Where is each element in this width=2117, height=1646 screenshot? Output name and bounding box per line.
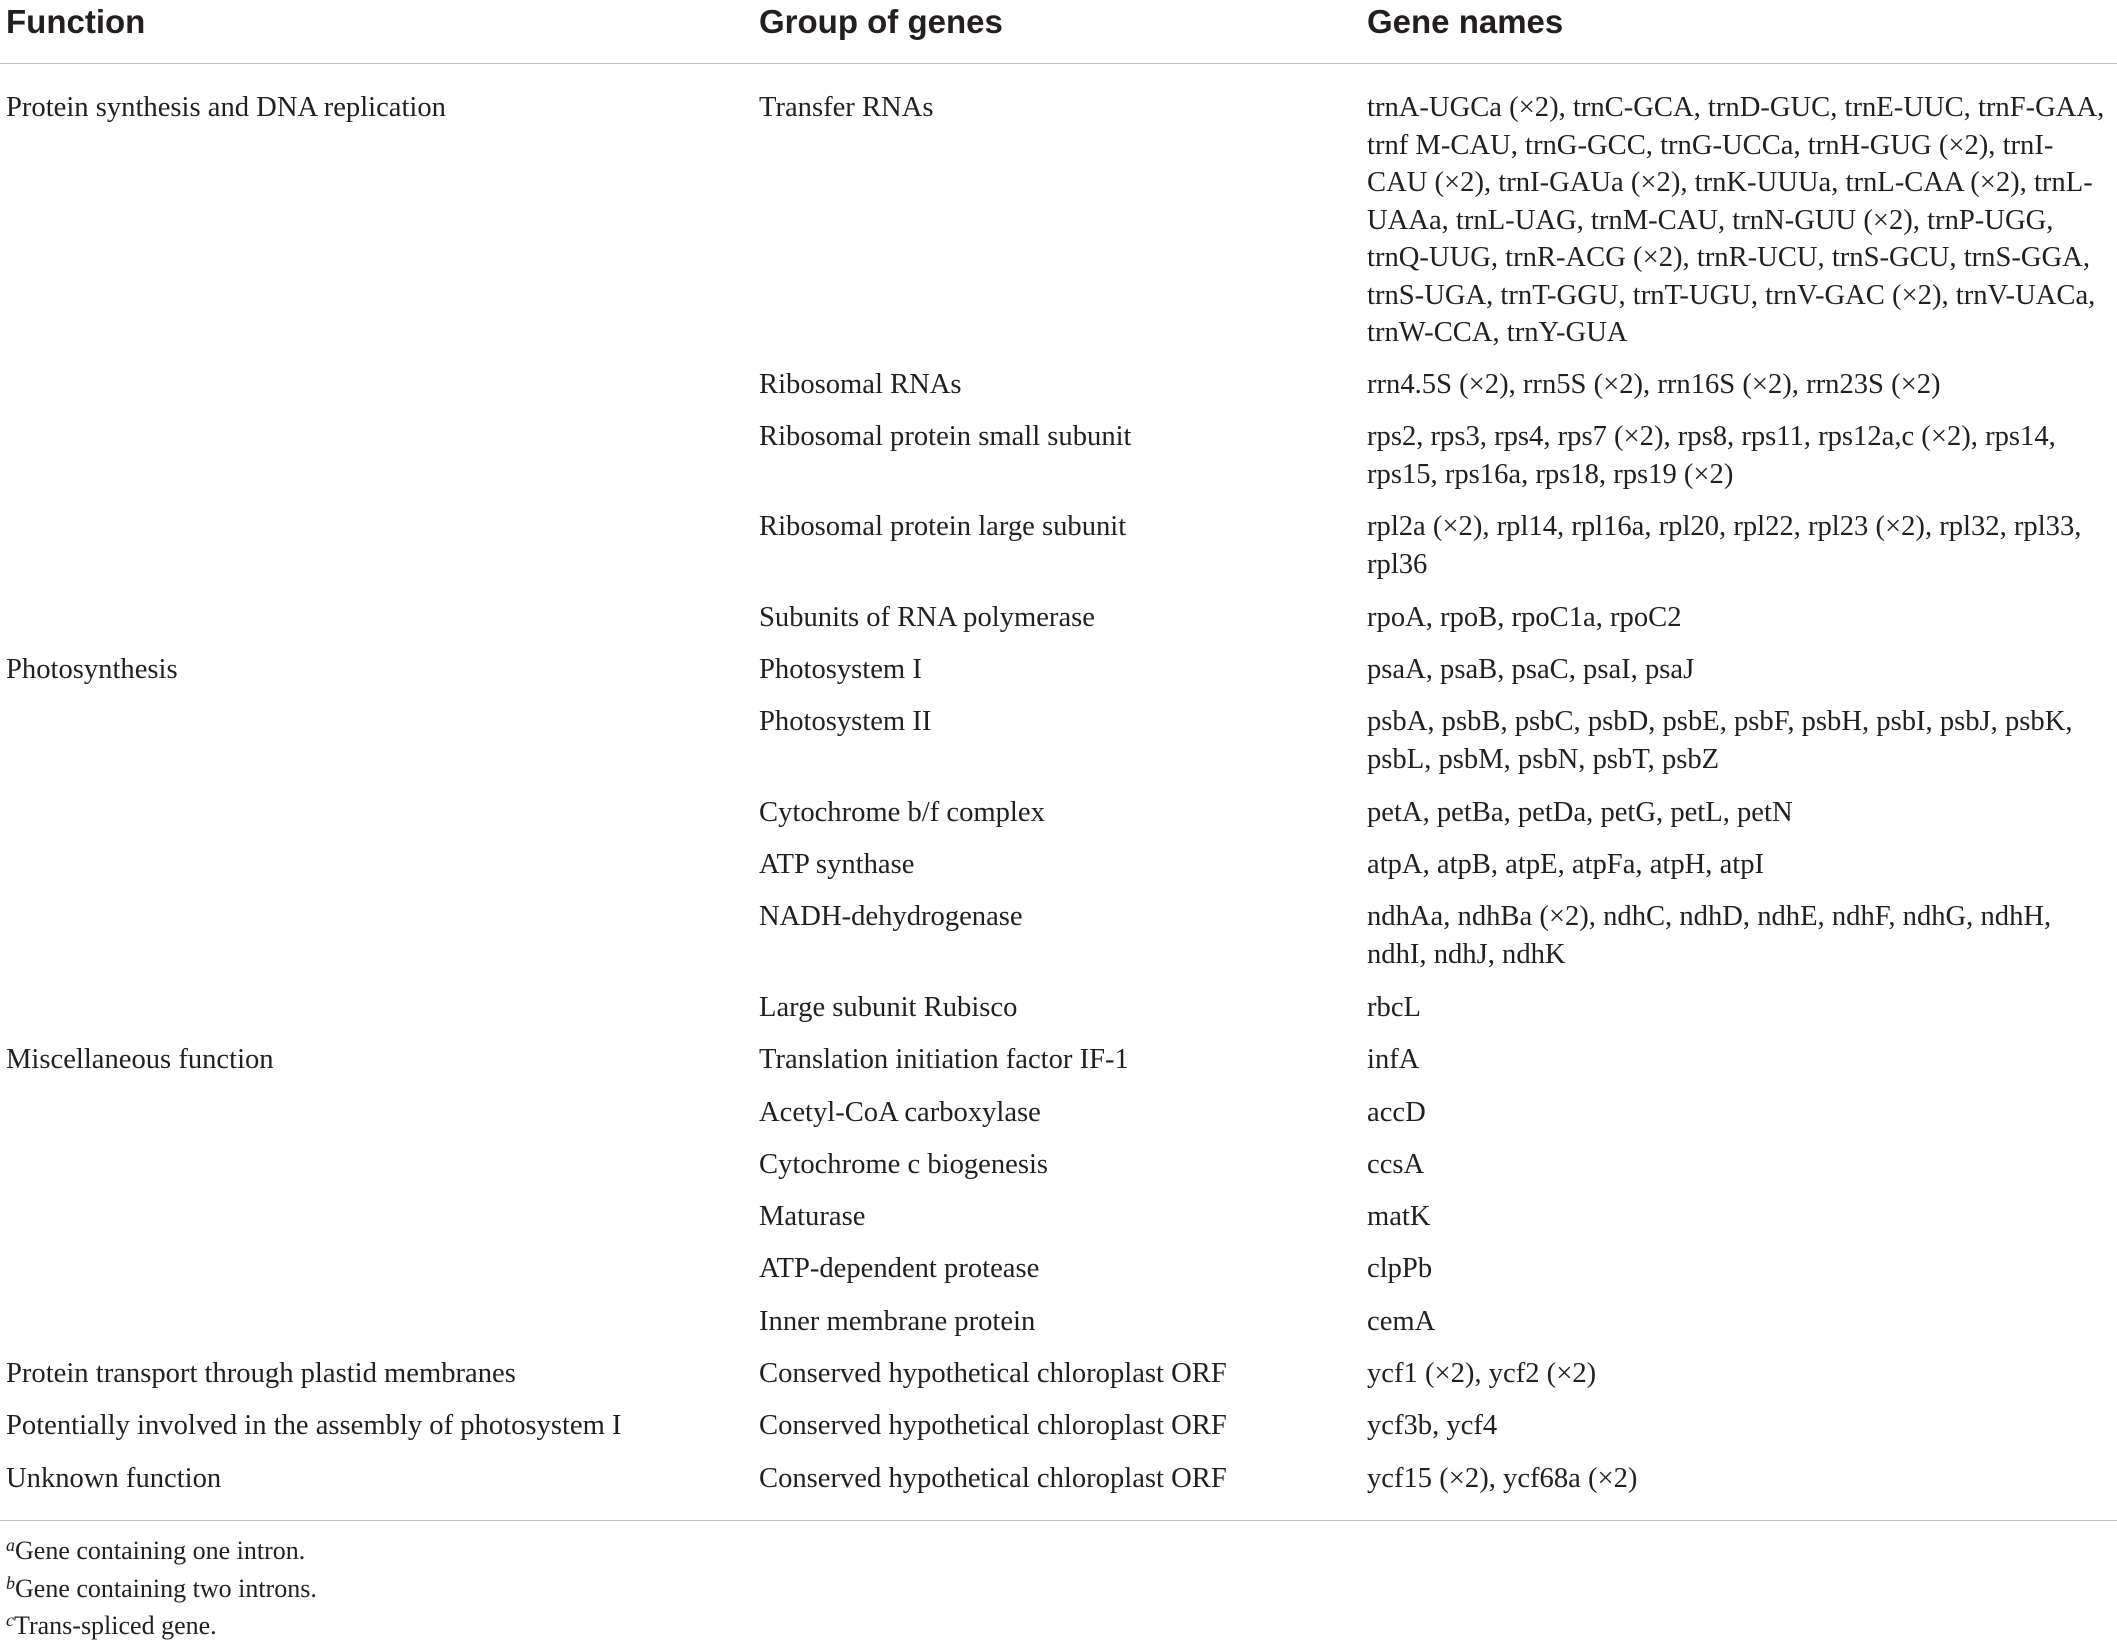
header-gene-names: Gene names bbox=[1367, 3, 1564, 40]
row-group: Translation initiation factor IF-1 bbox=[759, 1044, 1129, 1075]
row-genes: clpPb bbox=[1367, 1253, 1433, 1284]
row-genes: rps2, rps3, rps4, rps7 (×2), rps8, rps11, rps12a,c (×2), rps14, rps15, rps16a, rps18, rps19 (×2) bbox=[1367, 421, 2056, 490]
row-genes: ycf1 (×2), ycf2 (×2) bbox=[1367, 1358, 1597, 1389]
row-group: ATP synthase bbox=[759, 849, 915, 880]
row-genes: ycf15 (×2), ycf68a (×2) bbox=[1367, 1463, 1638, 1494]
footnote bbox=[6, 1533, 305, 1571]
row-function: Protein transport through plastid membranes bbox=[6, 1358, 516, 1389]
row-group: Cytochrome c biogenesis bbox=[759, 1149, 1049, 1180]
footnote-mark: c bbox=[6, 1610, 14, 1630]
footnote bbox=[6, 1608, 217, 1646]
row-group: Ribosomal protein small subunit bbox=[759, 421, 1132, 452]
row-group: Conserved hypothetical chloroplast ORF bbox=[759, 1358, 1227, 1389]
header-function: Function bbox=[6, 3, 146, 40]
row-genes: infA bbox=[1367, 1044, 1420, 1075]
header-group: Group of genes bbox=[759, 3, 1003, 40]
row-group: Ribosomal protein large subunit bbox=[759, 511, 1127, 542]
row-genes: psaA, psaB, psaC, psaI, psaJ bbox=[1367, 654, 1695, 685]
footnote-text: Gene containing one intron. bbox=[15, 1536, 306, 1565]
row-genes: rpoA, rpoB, rpoC1a, rpoC2 bbox=[1367, 602, 1682, 633]
row-genes: psbA, psbB, psbC, psbD, psbE, psbF, psbH, psbI, psbJ, psbK, psbL, psbM, psbN, psbT, psbZ bbox=[1367, 706, 2073, 775]
row-group: Maturase bbox=[759, 1201, 866, 1232]
footnote-text: Trans-spliced gene. bbox=[14, 1611, 217, 1640]
bottom-rule bbox=[0, 1520, 2117, 1521]
row-function: Potentially involved in the assembly of photosystem I bbox=[6, 1410, 622, 1441]
row-genes: rpl2a (×2), rpl14, rpl16a, rpl20, rpl22, rpl23 (×2), rpl32, rpl33, rpl36 bbox=[1367, 511, 2082, 580]
footnote-mark: b bbox=[6, 1573, 15, 1593]
footnote-mark: a bbox=[6, 1535, 15, 1555]
row-group: Photosystem II bbox=[759, 706, 932, 737]
row-group: Inner membrane protein bbox=[759, 1306, 1036, 1337]
row-genes: ycf3b, ycf4 bbox=[1367, 1410, 1498, 1441]
row-group: Subunits of RNA polymerase bbox=[759, 602, 1095, 633]
row-group: Photosystem I bbox=[759, 654, 922, 685]
row-genes: rrn4.5S (×2), rrn5S (×2), rrn16S (×2), rrn23S (×2) bbox=[1367, 369, 1941, 400]
row-function: Unknown function bbox=[6, 1463, 222, 1494]
footnote-text: Gene containing two introns. bbox=[15, 1574, 317, 1603]
row-genes: rbcL bbox=[1367, 992, 1421, 1023]
row-genes: cemA bbox=[1367, 1306, 1436, 1337]
row-group: Acetyl-CoA carboxylase bbox=[759, 1097, 1041, 1128]
row-genes: petA, petBa, petDa, petG, petL, petN bbox=[1367, 797, 1793, 828]
row-group: Large subunit Rubisco bbox=[759, 992, 1018, 1023]
row-group: NADH-dehydrogenase bbox=[759, 901, 1023, 932]
header-rule bbox=[0, 63, 2117, 64]
row-genes: ccsA bbox=[1367, 1149, 1425, 1180]
row-function: Protein synthesis and DNA replication bbox=[6, 92, 446, 123]
row-genes: accD bbox=[1367, 1097, 1426, 1128]
row-genes: ndhAa, ndhBa (×2), ndhC, ndhD, ndhE, ndhF, ndhG, ndhH, ndhI, ndhJ, ndhK bbox=[1367, 901, 2052, 970]
row-genes: atpA, atpB, atpE, atpFa, atpH, atpI bbox=[1367, 849, 1765, 880]
row-function: Photosynthesis bbox=[6, 654, 178, 685]
row-group: Conserved hypothetical chloroplast ORF bbox=[759, 1410, 1227, 1441]
row-group: ATP-dependent protease bbox=[759, 1253, 1040, 1284]
row-group: Transfer RNAs bbox=[759, 92, 934, 123]
row-group: Cytochrome b/f complex bbox=[759, 797, 1045, 828]
row-group: Ribosomal RNAs bbox=[759, 369, 962, 400]
row-genes: matK bbox=[1367, 1201, 1431, 1232]
row-group: Conserved hypothetical chloroplast ORF bbox=[759, 1463, 1227, 1494]
row-genes: trnA-UGCa (×2), trnC-GCA, trnD-GUC, trnE-UUC, trnF-GAA, trnf M-CAU, trnG-GCC, trnG-UCCa, trnH-GUG (×2), trnI-CAU (×2), trnI-GAUa (×2), trnK-UUUa, trnL-CAA (×2), trnL-UAAa, trnL-UAG, trnM-CAU, trnN-GUU (×2), trnP-UGG, trnQ-UUG, trnR-ACG (×2), trnR-UCU, trnS-GCU, trnS-GGA, trnS-UGA, trnT-GGU, trnT-UGU, trnV-GAC (×2), trnV-UACa, trnW-CCA, trnY-GUA bbox=[1367, 92, 2105, 348]
row-function: Miscellaneous function bbox=[6, 1044, 274, 1075]
footnote bbox=[6, 1571, 317, 1609]
